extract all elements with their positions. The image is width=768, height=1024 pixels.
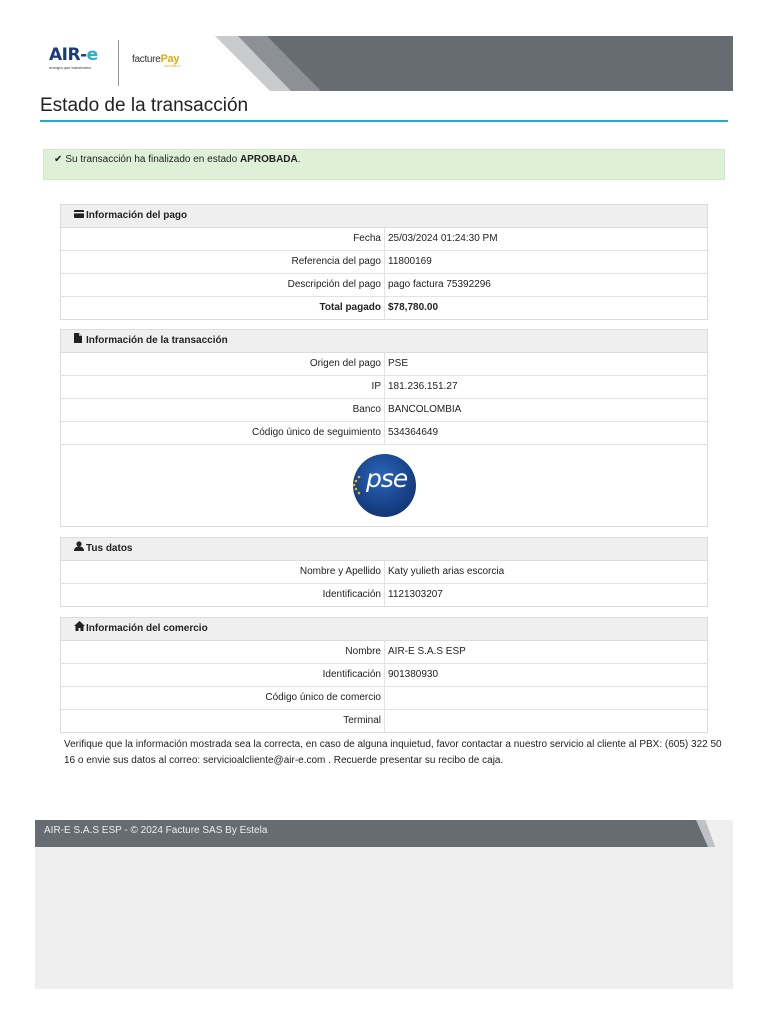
table-row: Identificación 901380930	[61, 664, 707, 687]
table-row: Terminal	[61, 710, 707, 732]
table-row: IP 181.236.151.27	[61, 376, 707, 399]
pse-logo-row	[61, 445, 707, 526]
merchant-info-panel	[60, 617, 708, 733]
panel-heading: Tus datos	[61, 538, 707, 561]
user-icon	[74, 538, 86, 560]
status-text: APROBADA	[239, 154, 298, 165]
table-row: Nombre y Apellido Katy yulieth arias escorcia	[61, 561, 707, 584]
title-underline	[40, 120, 728, 122]
credit-card-icon	[74, 205, 86, 227]
payment-info-panel	[60, 204, 708, 320]
transaction-info-panel	[60, 329, 708, 527]
table-row: Descripción del pago pago factura 75392296	[61, 274, 707, 297]
table-row: Banco BANCOLOMBIA	[61, 399, 707, 422]
table-row: Fecha 25/03/2024 01:24:30 PM	[61, 228, 707, 251]
panel-heading: Información del pago	[61, 205, 707, 228]
success-alert: ✔ Su transacción ha finalizado en estado APROBADA.	[43, 149, 725, 180]
home-icon	[74, 618, 86, 640]
header-bar	[35, 36, 733, 91]
user-data-panel	[60, 537, 708, 607]
file-icon	[74, 330, 86, 352]
air-e-logo: AIR-e energía que transforma	[49, 45, 98, 70]
table-row: Identificación 1121303207	[61, 584, 707, 606]
footer-text: AIR-E S.A.S ESP - © 2024 Facture SAS By Estela	[44, 825, 268, 836]
table-row: Referencia del pago 11800169	[61, 251, 707, 274]
pse-logo: pse	[353, 454, 416, 517]
footer-corner-decoration	[683, 820, 733, 847]
table-row: Código único de seguimiento 534364649	[61, 422, 707, 445]
panel-heading: Información del comercio	[61, 618, 707, 641]
info-note: Verifique que la información mostrada sea la correcta, en caso de alguna inquietud, favor contactar a nuestro servicio al cliente al PBX: (605) 322 50 16 o envie sus datos al correo: servicioalcliente@air-e.com . Recuerde presentar su recibo de caja.	[64, 739, 722, 766]
table-row: Código único de comercio	[61, 687, 707, 710]
table-row: Origen del pago PSE	[61, 353, 707, 376]
footer-bar	[35, 820, 733, 847]
page-title: Estado de la transacción	[40, 95, 249, 116]
facturepay-logo: facturePay FACTURE.CO	[132, 53, 181, 68]
logo-divider	[118, 40, 119, 86]
panel-heading: Información de la transacción	[61, 330, 707, 353]
check-icon: ✔	[54, 154, 63, 165]
total-row: Total pagado $78,780.00	[61, 297, 707, 319]
table-row: Nombre AIR-E S.A.S ESP	[61, 641, 707, 664]
